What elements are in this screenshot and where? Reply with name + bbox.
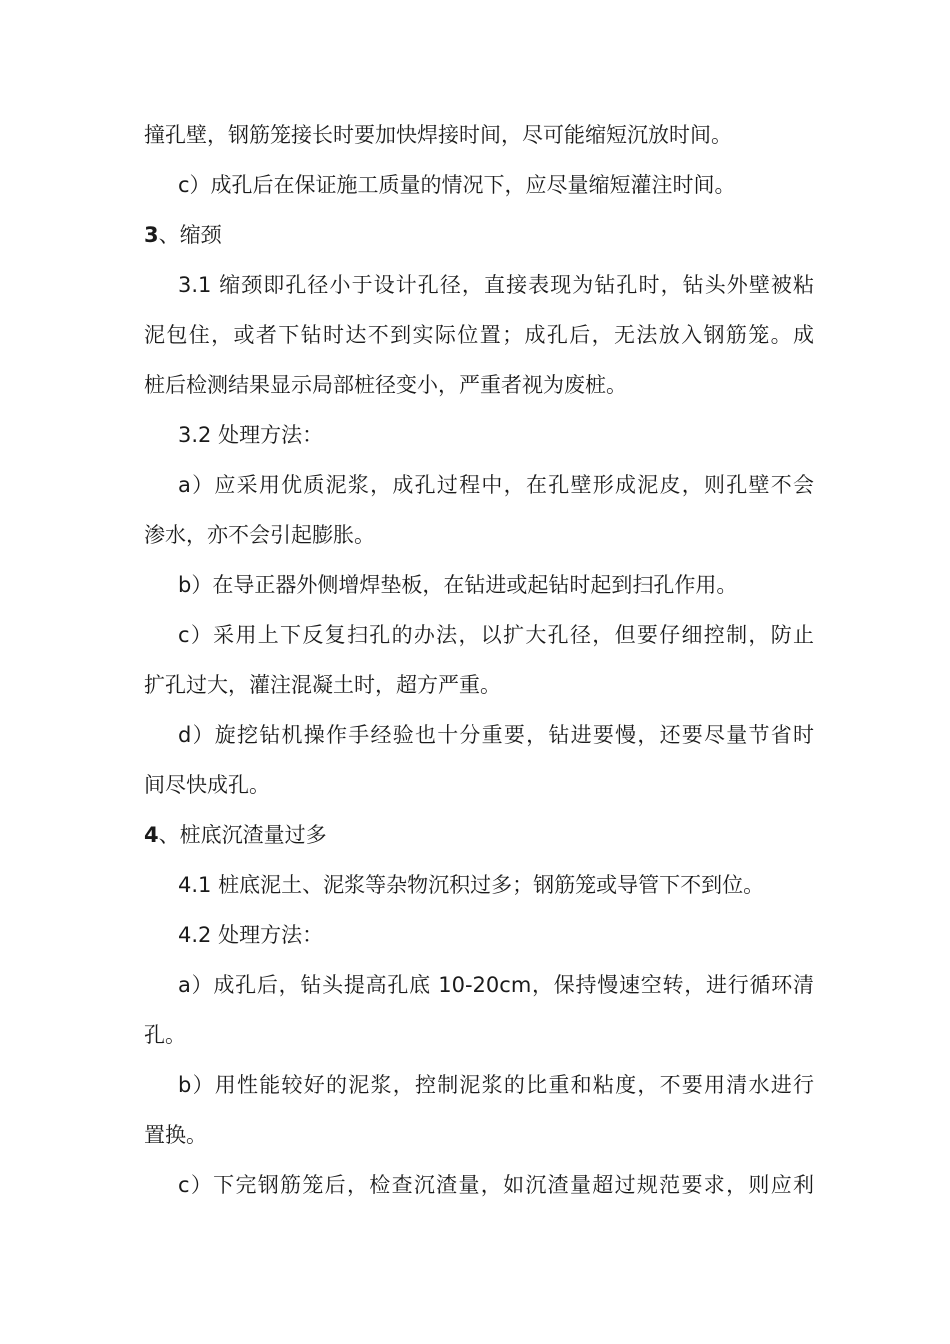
section-title: 、缩颈 <box>158 223 222 247</box>
paragraph-line: 桩后检测结果显示局部桩径变小，严重者视为废桩。 <box>144 373 627 397</box>
paragraph-line: d）旋挖钻机操作手经验也十分重要，钻进要慢，还要尽量节省时 <box>178 723 814 747</box>
paragraph-line: a）成孔后，钻头提高孔底 10-20cm，保持慢速空转，进行循环清 <box>178 973 814 997</box>
paragraph-line: b）用性能较好的泥浆，控制泥浆的比重和粘度，不要用清水进行 <box>178 1073 814 1097</box>
section-heading-3 <box>144 221 814 249</box>
paragraph-line: 孔。 <box>144 1023 186 1047</box>
paragraph-line: 4.1 桩底泥土、泥浆等杂物沉积过多；钢筋笼或导管下不到位。 <box>178 873 765 897</box>
paragraph-line: 4.2 处理方法： <box>178 923 324 947</box>
paragraph-line: c）下完钢筋笼后，检查沉渣量，如沉渣量超过规范要求，则应利 <box>178 1173 814 1197</box>
paragraph-line: 3.2 处理方法： <box>178 423 324 447</box>
paragraph-line: 撞孔壁，钢筋笼接长时要加快焊接时间，尽可能缩短沉放时间。 <box>144 123 732 147</box>
paragraph-line: 置换。 <box>144 1123 207 1147</box>
paragraph-line: c）成孔后在保证施工质量的情况下，应尽量缩短灌注时间。 <box>178 173 736 197</box>
paragraph-line: a）应采用优质泥浆，成孔过程中，在孔壁形成泥皮，则孔壁不会 <box>178 473 814 497</box>
section-heading-4 <box>144 821 814 849</box>
section-number: 3 <box>144 223 159 247</box>
paragraph-line: 间尽快成孔。 <box>144 773 270 797</box>
paragraph-line: 渗水，亦不会引起膨胀。 <box>144 523 375 547</box>
paragraph-line: 扩孔过大，灌注混凝土时，超方严重。 <box>144 673 501 697</box>
paragraph-line: 3.1 缩颈即孔径小于设计孔径，直接表现为钻孔时，钻头外壁被粘 <box>178 273 814 297</box>
paragraph-line: 泥包住，或者下钻时达不到实际位置；成孔后，无法放入钢筋笼。成 <box>144 323 814 347</box>
paragraph-line: c）采用上下反复扫孔的办法，以扩大孔径，但要仔细控制，防止 <box>178 623 814 647</box>
section-title: 、桩底沉渣量过多 <box>158 823 327 847</box>
paragraph-line: b）在导正器外侧增焊垫板，在钻进或起钻时起到扫孔作用。 <box>178 573 738 597</box>
section-number: 4 <box>144 823 159 847</box>
